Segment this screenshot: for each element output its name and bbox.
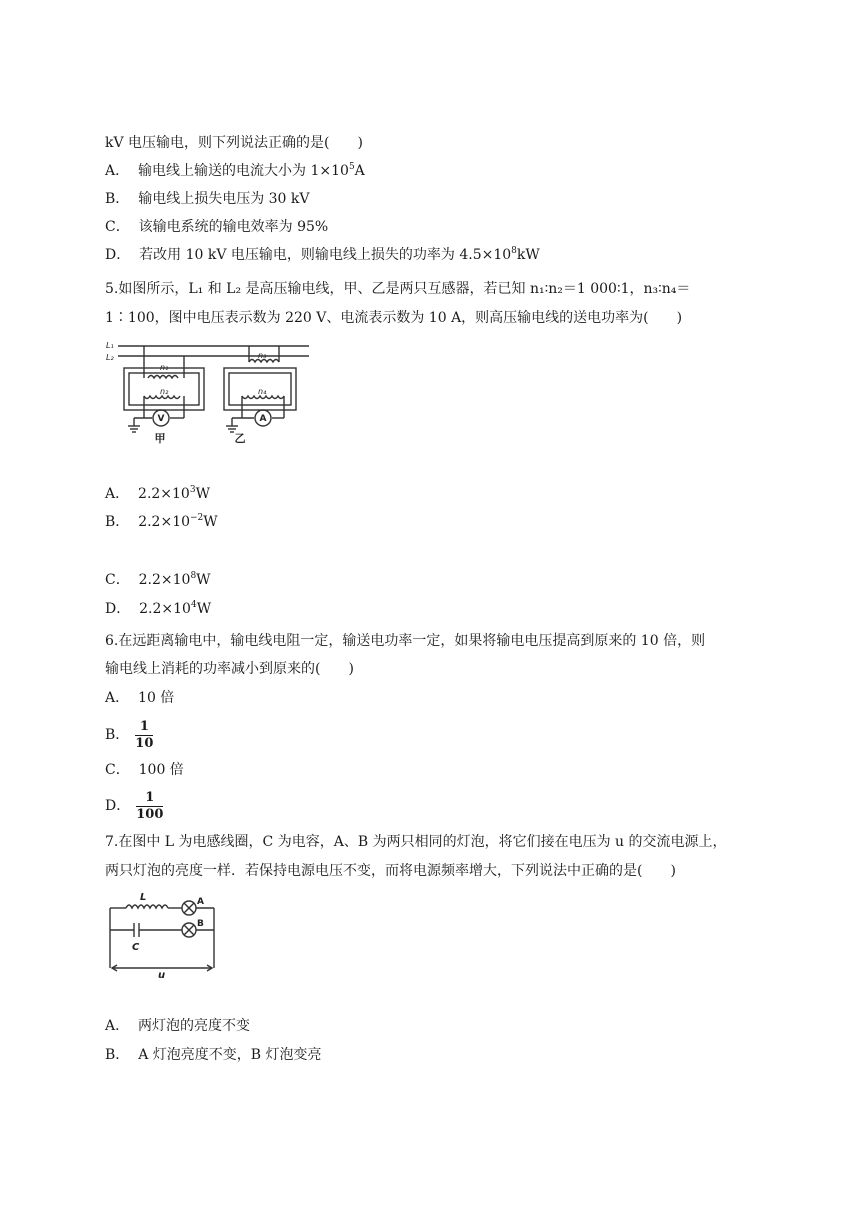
q6-stem-line2: 输电线上消耗的功率减小到原来的( ) xyxy=(105,661,354,677)
q7-stem-line1: 7.在图中 L 为电感线圈，C 为电容，A、B 为两只相同的灯泡，将它们接在电压为 u 的交流电源上， xyxy=(105,834,727,850)
q7-stem-line2: 两只灯泡的亮度一样．若保持电源电压不变，而将电源频率增大，下列说法中正确的是( ) xyxy=(105,863,676,879)
q4-option-c: C． 该输电系统的输电效率为 95% xyxy=(105,219,329,235)
q4-option-d: D． 若改用 10 kV 电压输电，则输电线上损失的功率为 $4.5\times 10^8kW$ xyxy=(105,246,540,263)
q4-stem-end: kV 电压输电，则下列说法正确的是( ) xyxy=(105,135,363,151)
fig-voltmeter-label: V xyxy=(157,414,165,424)
q6-option-c: C． 100 倍 xyxy=(105,762,184,778)
q6-option-d: D． $\frac{1}{100}$ xyxy=(105,789,164,822)
fraction-1-10: $\frac{1}{10}$ xyxy=(135,718,154,751)
q5-option-b: B． $2.2\times 10^{-2}W$ xyxy=(105,513,218,530)
fig-label-source: u xyxy=(158,970,166,978)
q5-transformer-figure xyxy=(104,338,314,448)
fig-label-l2: L₂ xyxy=(106,353,114,362)
q7-option-b: B． A 灯泡亮度不变，B 灯泡变亮 xyxy=(105,1047,322,1063)
fig-label-inductor: L xyxy=(140,892,147,903)
fig-label-n4: n₄ xyxy=(258,387,267,396)
q4-option-a: A． 输电线上输送的电流大小为 $1\times 10^5A$ xyxy=(105,162,365,179)
q5-option-a: A． $2.2\times 10^3W$ xyxy=(105,485,210,502)
fig-label-l1: L₁ xyxy=(106,341,114,350)
fig-label-yi: 乙 xyxy=(234,432,246,445)
fig-label-n1: n₁ xyxy=(160,363,169,372)
q4-option-b: B． 输电线上损失电压为 30 kV xyxy=(105,191,310,207)
fig-ammeter-label: A xyxy=(259,414,267,424)
q5-option-c: C． $2.2\times 10^8W$ xyxy=(105,571,211,588)
fig-label-lamp-b: B xyxy=(197,919,204,929)
fig-label-lamp-a: A xyxy=(197,897,204,907)
fig-label-n2: n₂ xyxy=(160,387,169,396)
q6-option-b: B． $\frac{1}{10}$ xyxy=(105,718,154,751)
q5-stem-line1: 5.如图所示，L₁ 和 L₂ 是高压输电线，甲、乙是两只互感器，若已知 n₁∶n₂＝1 000∶1，n₃∶n₄＝ xyxy=(105,281,691,297)
q6-stem-line1: 6.在远距离输电中，输电线电阻一定，输送电功率一定，如果将输电电压提高到原来的 10 倍，则 xyxy=(105,633,706,649)
fig-label-jia: 甲 xyxy=(154,432,166,445)
q7-lc-circuit-figure xyxy=(104,892,222,978)
q5-option-d: D． $2.2\times 10^4W$ xyxy=(105,600,212,617)
q7-option-a: A． 两灯泡的亮度不变 xyxy=(105,1018,251,1034)
fig-label-n3: n₃ xyxy=(258,351,267,360)
fraction-1-100: $\frac{1}{100}$ xyxy=(136,789,164,822)
q5-stem-line2: 1∶100，图中电压表示数为 220 V、电流表示数为 10 A，则高压输电线的送电功率为( ) xyxy=(105,310,683,326)
q6-option-a: A． 10 倍 xyxy=(105,690,175,706)
fig-label-capacitor: C xyxy=(132,942,140,953)
